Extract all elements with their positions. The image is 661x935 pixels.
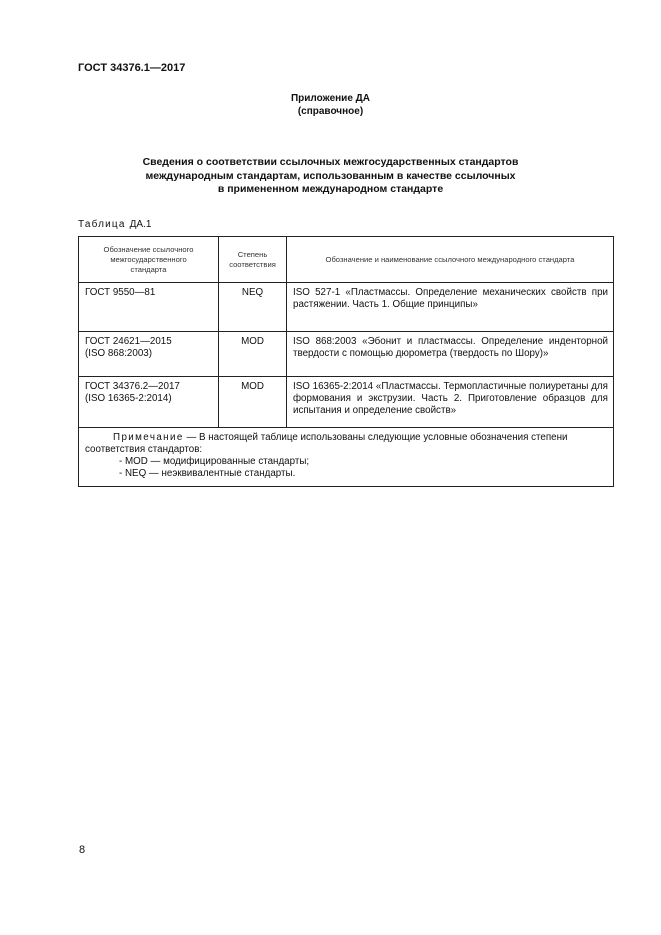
note-item-neq: - NEQ — неэквивалентные стандарты.: [119, 468, 296, 479]
designation-cell: [79, 332, 219, 377]
table-label-number: ДА.1: [129, 219, 152, 230]
international-cell: ISO 527-1 «Пластмассы. Определение механических свойств при растяжении. Часть 1. Общие принципы»: [287, 283, 614, 332]
table-row: [79, 377, 614, 428]
degree-cell: NEQ: [219, 283, 287, 332]
international-cell: ISO 868:2003 «Эбонит и пластмассы. Определение инденторной твердости с помощью дюрометра (твердость по Шору)»: [287, 332, 614, 377]
header-degree: [219, 237, 287, 283]
table-row: [79, 332, 614, 377]
degree-cell: MOD: [219, 332, 287, 377]
header-designation: [79, 237, 219, 283]
designation-cell: [79, 377, 219, 428]
page-number: 8: [79, 844, 86, 856]
header-international: Обозначение и наименование ссылочного международного стандарта: [287, 237, 614, 283]
annex-title: Приложение ДА: [290, 93, 371, 104]
table-label: [78, 219, 151, 230]
table-row: [79, 283, 614, 332]
designation-text: ГОСТ 24621—2015: [85, 336, 172, 347]
designation-cell: [79, 283, 219, 332]
correspondence-table: [78, 236, 614, 487]
note-label: Примечание: [113, 432, 184, 443]
table-header-row: [79, 237, 614, 283]
designation-text: ГОСТ 34376.2—2017: [85, 381, 180, 392]
header-designation-line-3: стандарта: [130, 264, 167, 274]
note-item-mod: - MOD — модифицированные стандарты;: [119, 456, 310, 467]
designation-text: ГОСТ 9550—81: [85, 287, 156, 298]
header-designation-line-1: Обозначение ссылочного: [103, 244, 194, 254]
table-label-prefix: Таблица: [78, 219, 126, 230]
international-cell: ISO 16365-2:2014 «Пластмассы. Термопластичные полиуретаны для формования и экструзии. Часть 2. Приготовление образцов для испытания и определение свойств»: [287, 377, 614, 428]
note-paragraph: [85, 432, 607, 456]
designation-alt-text: (ISO 868:2003): [85, 348, 152, 359]
document-code: ГОСТ 34376.1—2017: [78, 62, 186, 74]
section-heading: [100, 156, 561, 197]
heading-line-2: международным стандартам, использованным в качестве ссылочных: [145, 169, 516, 182]
table-note: [79, 428, 614, 487]
note-text: — В настоящей таблице использованы следующие условные обозначения степени соответствия стандартов:: [85, 432, 568, 455]
designation-alt-text: (ISO 16365-2:2014): [85, 393, 172, 404]
heading-line-1: Сведения о соответствии ссылочных межгосударственных стандартов: [142, 156, 519, 168]
annex-subtitle: (справочное): [297, 106, 364, 117]
header-degree-line-2: соответствия: [229, 259, 276, 269]
heading-line-3: в примененном международном стандарте: [217, 183, 444, 195]
table-note-row: [79, 428, 614, 487]
header-designation-line-2: межгосударственного: [110, 254, 187, 264]
degree-cell: MOD: [219, 377, 287, 428]
header-degree-line-1: Степень: [237, 249, 268, 259]
